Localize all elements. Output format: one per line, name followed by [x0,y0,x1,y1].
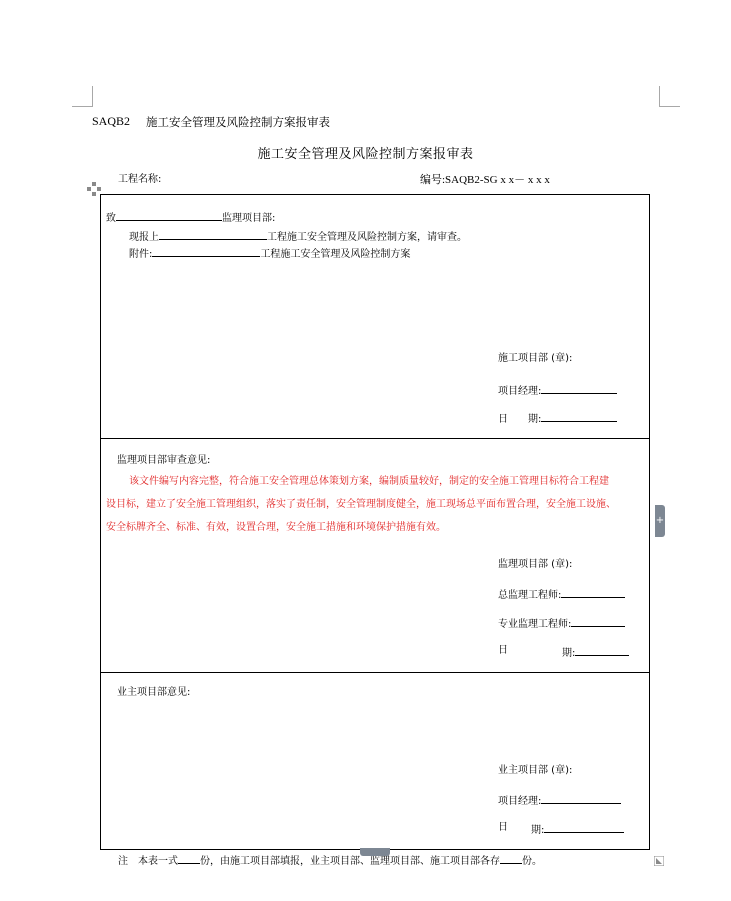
crop-mark-top-left [72,86,93,107]
owner-date-line [531,821,624,838]
crop-mark-top-right [659,86,680,107]
form-title: 施工安全管理及风险控制方案报审表 [257,147,474,162]
report-project-blank[interactable] [159,228,267,240]
to-suffix: 监理项目部: [222,213,276,224]
section-divider-2 [100,672,650,673]
construction-date-label: 日 期: [498,414,542,425]
note-suffix: 份。 [522,856,542,867]
construction-date-blank[interactable] [541,410,617,422]
attachment-prefix: 附件: [129,249,153,260]
specialist-engineer-blank[interactable] [571,615,625,627]
construction-manager-label: 项目经理: [498,386,542,397]
specialist-engineer-line [498,615,625,632]
attachment-suffix: 工程施工安全管理及风险控制方案 [260,249,411,260]
owner-date-label: 期: [531,825,545,836]
header-code: SAQB2 [92,114,131,128]
plus-icon: + [655,515,665,526]
construction-manager-blank[interactable] [541,382,617,394]
supervision-date-label: 期: [562,648,576,659]
note-prefix: 注 本表一式 [118,856,178,867]
add-row-button[interactable] [360,848,390,856]
note-middle: 份，由施工项目部填报，业主项目部、监理项目部、施工项目部各存 [200,856,500,867]
supervision-name-blank[interactable] [116,209,222,221]
project-name-label: 工程名称: [118,174,162,185]
section-divider-1 [100,438,650,439]
report-prefix: 现报上 [129,232,159,243]
footnote [118,852,542,869]
form-number: 编号:SAQB2-SG x x－ x x x [420,174,550,186]
copies-each-blank[interactable] [500,852,522,864]
specialist-engineer-label: 专业监理工程师: [498,619,572,630]
owner-date-d: 日 [498,822,508,833]
opinion-line-2: 设目标，建立了安全施工管理组织，落实了责任制，安全管理制度健全，施工现场总平面布置合理，安全施工设施、 [106,499,616,510]
attachment-line [129,245,410,262]
supervision-date-d: 日 [498,645,508,656]
chief-engineer-line [498,586,625,603]
to-prefix: 致 [106,213,116,224]
table-move-handle-icon[interactable] [87,181,101,195]
report-suffix: 工程施工安全管理及风险控制方案，请审查。 [267,232,467,243]
copies-blank[interactable] [178,852,200,864]
owner-opinion-heading: 业主项目部意见: [117,687,191,698]
header-title: 施工安全管理及风险控制方案报审表 [146,115,330,129]
supervision-dept-seal: 监理项目部 (章): [498,559,573,570]
report-line [129,228,467,245]
opinion-line-1: 该文件编写内容完整，符合施工安全管理总体策划方案，编制质量较好，制定的安全施工管理目标符合工程建 [129,476,609,487]
supervision-opinion-heading: 监理项目部审查意见: [117,455,211,466]
attachment-project-blank[interactable] [152,245,260,257]
construction-date-line [498,410,617,427]
table-resize-icon[interactable] [654,851,664,861]
addressee-line [106,209,275,226]
add-column-button[interactable] [655,505,665,537]
chief-engineer-label: 总监理工程师: [498,590,562,601]
supervision-date-blank[interactable] [575,644,629,656]
owner-manager-line [498,792,621,809]
owner-dept-seal: 业主项目部 (章): [498,765,573,776]
construction-dept-seal: 施工项目部 (章): [498,353,573,364]
chief-engineer-blank[interactable] [561,586,625,598]
owner-manager-blank[interactable] [541,792,621,804]
construction-manager-line [498,382,617,399]
owner-manager-label: 项目经理: [498,796,542,807]
opinion-line-3: 安全标牌齐全、标准、有效，设置合理，安全施工措施和环境保护措施有效。 [106,522,446,533]
supervision-date-line [562,644,629,661]
owner-date-blank[interactable] [544,821,624,833]
